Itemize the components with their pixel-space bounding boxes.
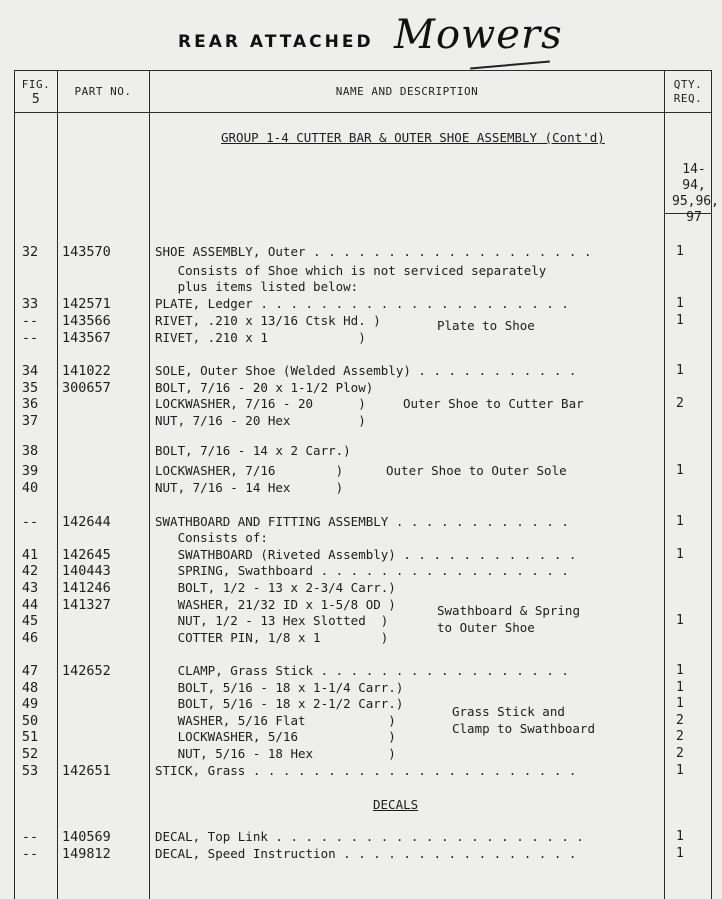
note-swath-spring-2: to Outer Shoe (437, 620, 535, 635)
table-row-part: 142645 (62, 547, 111, 563)
table-row-desc: CLAMP, Grass Stick . . . . . . . . . . . . . . . . . (155, 663, 569, 678)
table-row-fig: 49 (21, 696, 39, 712)
table-row-desc: BOLT, 1/2 - 13 x 2-3/4 Carr.) (155, 580, 396, 595)
table-row-qty: 1 (676, 829, 684, 844)
table-row-desc: LOCKWASHER, 7/16 ) (155, 463, 344, 478)
table-row-part: 143566 (62, 313, 111, 329)
note-grass-clamp-2: Clamp to Swathboard (452, 721, 595, 736)
table-row-qty: 1 (676, 547, 684, 562)
table-row-fig: 41 (21, 547, 39, 563)
table-row-desc: SWATHBOARD (Riveted Assembly) . . . . . . . . . . . . (155, 547, 577, 562)
table-row-desc: Consists of: (155, 530, 268, 545)
table-row-desc: PLATE, Ledger . . . . . . . . . . . . . . . . . . . . . (155, 296, 569, 311)
table-row-fig: -- (21, 829, 39, 845)
table-row-part: 143567 (62, 330, 111, 346)
table-row-part: 140443 (62, 563, 111, 579)
table-row-desc: DECAL, Speed Instruction . . . . . . . . . . . . . . . . (155, 846, 577, 861)
table-row-part: 142651 (62, 763, 111, 779)
table-row-part: 142644 (62, 514, 111, 530)
table-row-fig: 35 (21, 380, 39, 396)
note-grass-clamp-1: Grass Stick and (452, 704, 565, 719)
desc-col-rule (664, 70, 665, 899)
table-row-qty: 1 (676, 244, 684, 259)
model-line-1: 14-94, (682, 162, 706, 193)
table-row-fig: 48 (21, 680, 39, 696)
table-row-desc: BOLT, 7/16 - 20 x 1-1/2 Plow) (155, 380, 374, 395)
part-col-rule (149, 70, 150, 899)
fig-col-rule (57, 70, 58, 899)
table-row-fig: -- (21, 514, 39, 530)
table-row-desc: DECAL, Top Link . . . . . . . . . . . . . . . . . . . . . (155, 829, 584, 844)
table-row-desc: Consists of Shoe which is not serviced separately (155, 263, 547, 278)
table-row-qty: 1 (676, 696, 684, 711)
table-row-part: 141246 (62, 580, 111, 596)
decals-title: DECALS (373, 797, 419, 812)
header-title-caps: REAR ATTACHED (178, 32, 374, 52)
table-row-fig: 42 (21, 563, 39, 579)
table-row-desc: NUT, 1/2 - 13 Hex Slotted ) (155, 613, 389, 628)
table-row-desc: BOLT, 5/16 - 18 x 2-1/2 Carr.) (155, 696, 404, 711)
table-row-desc: LOCKWASHER, 7/16 - 20 ) (155, 396, 366, 411)
table-row-desc: SOLE, Outer Shoe (Welded Assembly) . . . . . . . . . . . (155, 363, 577, 378)
table-row-qty: 2 (676, 713, 684, 728)
table-row-desc: LOCKWASHER, 5/16 ) (155, 729, 396, 744)
table-row-part: 149812 (62, 846, 111, 862)
table-row-fig: -- (21, 846, 39, 862)
header-bottom-rule (14, 112, 712, 113)
table-row-desc: plus items listed below: (155, 279, 359, 294)
page-header (0, 12, 722, 70)
table-row-qty: 1 (676, 514, 684, 529)
col-head-part: PART NO. (74, 85, 132, 98)
table-row-fig: 46 (21, 630, 39, 646)
table-row-desc: RIVET, .210 x 1 ) (155, 330, 366, 345)
col-head-req: REQ. (673, 92, 703, 105)
table-row-fig: 50 (21, 713, 39, 729)
table-row-desc: BOLT, 5/16 - 18 x 1-1/4 Carr.) (155, 680, 404, 695)
table-row-desc: RIVET, .210 x 13/16 Ctsk Hd. ) (155, 313, 381, 328)
table-row-qty: 1 (676, 663, 684, 678)
note-outer-shoe-sole: Outer Shoe to Outer Sole (386, 463, 567, 478)
table-row-part: 142571 (62, 296, 111, 312)
table-row-desc: BOLT, 7/16 - 14 x 2 Carr.) (155, 443, 351, 458)
table-row-desc: SPRING, Swathboard . . . . . . . . . . . . . . . . . (155, 563, 569, 578)
note-outer-shoe-cutter: Outer Shoe to Cutter Bar (403, 396, 584, 411)
table-row-qty: 1 (676, 613, 684, 628)
col-head-fig-num: 5 (31, 92, 41, 107)
qty-model-numbers (672, 162, 719, 226)
table-row-fig: 33 (21, 296, 39, 312)
table-row-desc: NUT, 7/16 - 20 Hex ) (155, 413, 366, 428)
table-row-fig: 32 (21, 244, 39, 260)
table-row-fig: 45 (21, 613, 39, 629)
table-row-desc: WASHER, 5/16 Flat ) (155, 713, 396, 728)
note-plate-to-shoe: Plate to Shoe (437, 318, 535, 333)
table-row-fig: 51 (21, 729, 39, 745)
table-row-fig: 37 (21, 413, 39, 429)
table-row-qty: 1 (676, 846, 684, 861)
table-row-qty: 1 (676, 680, 684, 695)
table-row-fig: 47 (21, 663, 39, 679)
table-row-desc: NUT, 7/16 - 14 Hex ) (155, 480, 344, 495)
col-head-desc: NAME AND DESCRIPTION (335, 85, 479, 98)
table-row-qty: 1 (676, 763, 684, 778)
model-line-2: 95,96, (672, 194, 719, 209)
table-row-part: 140569 (62, 829, 111, 845)
note-swath-spring-1: Swathboard & Spring (437, 603, 580, 618)
table-row-fig: -- (21, 313, 39, 329)
table-row-desc: WASHER, 21/32 ID x 1-5/8 OD ) (155, 597, 396, 612)
table-row-desc: NUT, 5/16 - 18 Hex ) (155, 746, 396, 761)
table-row-qty: 2 (676, 729, 684, 744)
table-row-part: 142652 (62, 663, 111, 679)
col-head-fig: FIG. (21, 78, 51, 91)
table-row-qty: 2 (676, 746, 684, 761)
table-row-fig: 44 (21, 597, 39, 613)
table-row-fig: 39 (21, 463, 39, 479)
table-row-qty: 1 (676, 296, 684, 311)
header-title-script: Mowers (394, 12, 563, 58)
table-row-fig: 36 (21, 396, 39, 412)
table-row-fig: 38 (21, 443, 39, 459)
table-row-part: 300657 (62, 380, 111, 396)
table-row-desc: SHOE ASSEMBLY, Outer . . . . . . . . . . . . . . . . . . . (155, 244, 592, 259)
table-row-qty: 1 (676, 313, 684, 328)
table-row-qty: 1 (676, 463, 684, 478)
table-top-rule (14, 70, 712, 71)
table-row-desc: SWATHBOARD AND FITTING ASSEMBLY . . . . . . . . . . . . (155, 514, 569, 529)
title-underline-flourish (470, 61, 550, 70)
group-title: GROUP 1-4 CUTTER BAR & OUTER SHOE ASSEMBLY (Cont'd) (221, 130, 605, 145)
table-row-part: 143570 (62, 244, 111, 260)
table-row-part: 141022 (62, 363, 111, 379)
table-row-fig: 52 (21, 746, 39, 762)
table-row-fig: 53 (21, 763, 39, 779)
table-row-desc: COTTER PIN, 1/8 x 1 ) (155, 630, 389, 645)
table-row-desc: STICK, Grass . . . . . . . . . . . . . . . . . . . . . . (155, 763, 577, 778)
table-row-fig: 34 (21, 363, 39, 379)
col-head-qty: QTY. (673, 78, 703, 91)
table-row-fig: 40 (21, 480, 39, 496)
table-row-fig: -- (21, 330, 39, 346)
table-row-qty: 2 (676, 396, 684, 411)
table-row-qty: 1 (676, 363, 684, 378)
table-row-fig: 43 (21, 580, 39, 596)
table-row-part: 141327 (62, 597, 111, 613)
model-line-3: 97 (686, 210, 702, 225)
